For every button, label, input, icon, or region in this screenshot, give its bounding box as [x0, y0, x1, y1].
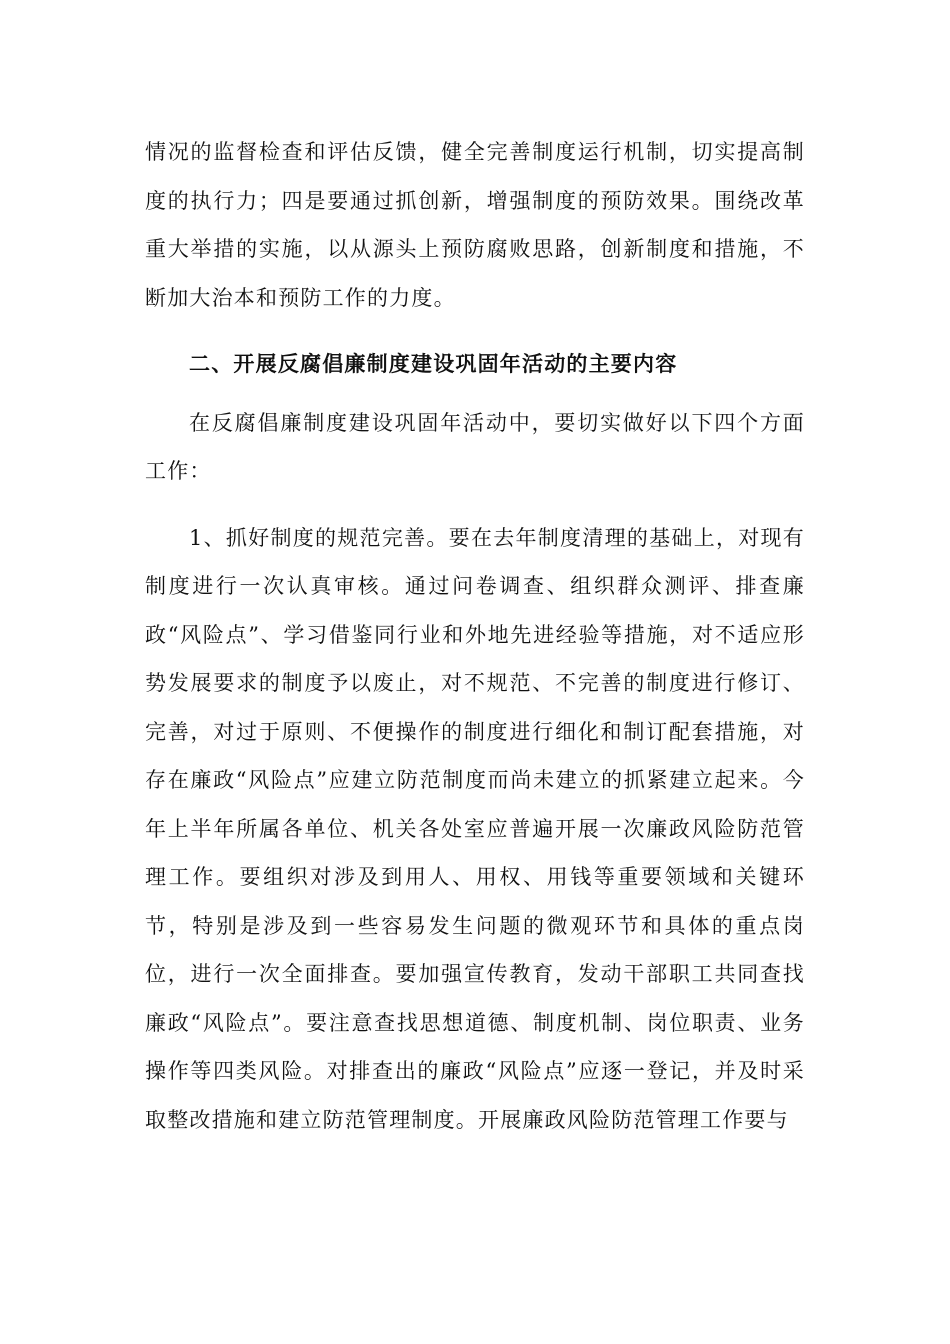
document-body	[145, 128, 805, 1144]
section-heading: 二、开展反腐倡廉制度建设巩固年活动的主要内容	[189, 352, 678, 376]
paragraph-continuation: 情况的监督检查和评估反馈，健全完善制度运行机制，切实提高制度的执行力；四是要通过抓创新，增强制度的预防效果。围绕改革重大举措的实施，以从源头上预防腐败思路，创新制度和措施，不断加大治本和预防工作的力度。	[145, 140, 805, 310]
paragraph-intro: 在反腐倡廉制度建设巩固年活动中，要切实做好以下四个方面工作：	[145, 410, 805, 483]
paragraph-item-1: 1、抓好制度的规范完善。要在去年制度清理的基础上，对现有制度进行一次认真审核。通过问卷调查、组织群众测评、排查廉政“风险点”、学习借鉴同行业和外地先进经验等措施，对不适应形势发展要求的制度予以废止，对不规范、不完善的制度进行修订、完善，对过于原则、不便操作的制度进行细化和制订配套措施，对存在廉政“风险点”应建立防范制度而尚未建立的抓紧建立起来。今年上半年所属各单位、机关各处室应普遍开展一次廉政风险防范管理工作。要组织对涉及到用人、用权、用钱等重要领域和关键环节，特别是涉及到一些容易发生问题的微观环节和具体的重点岗位，进行一次全面排查。要加强宣传教育，发动干部职工共同查找廉政“风险点”。要注意查找思想道德、制度机制、岗位职责、业务操作等四类风险。对排查出的廉政“风险点”应逐一登记，并及时采取整改措施和建立防范管理制度。开展廉政风险防范管理工作要与	[145, 525, 805, 1132]
